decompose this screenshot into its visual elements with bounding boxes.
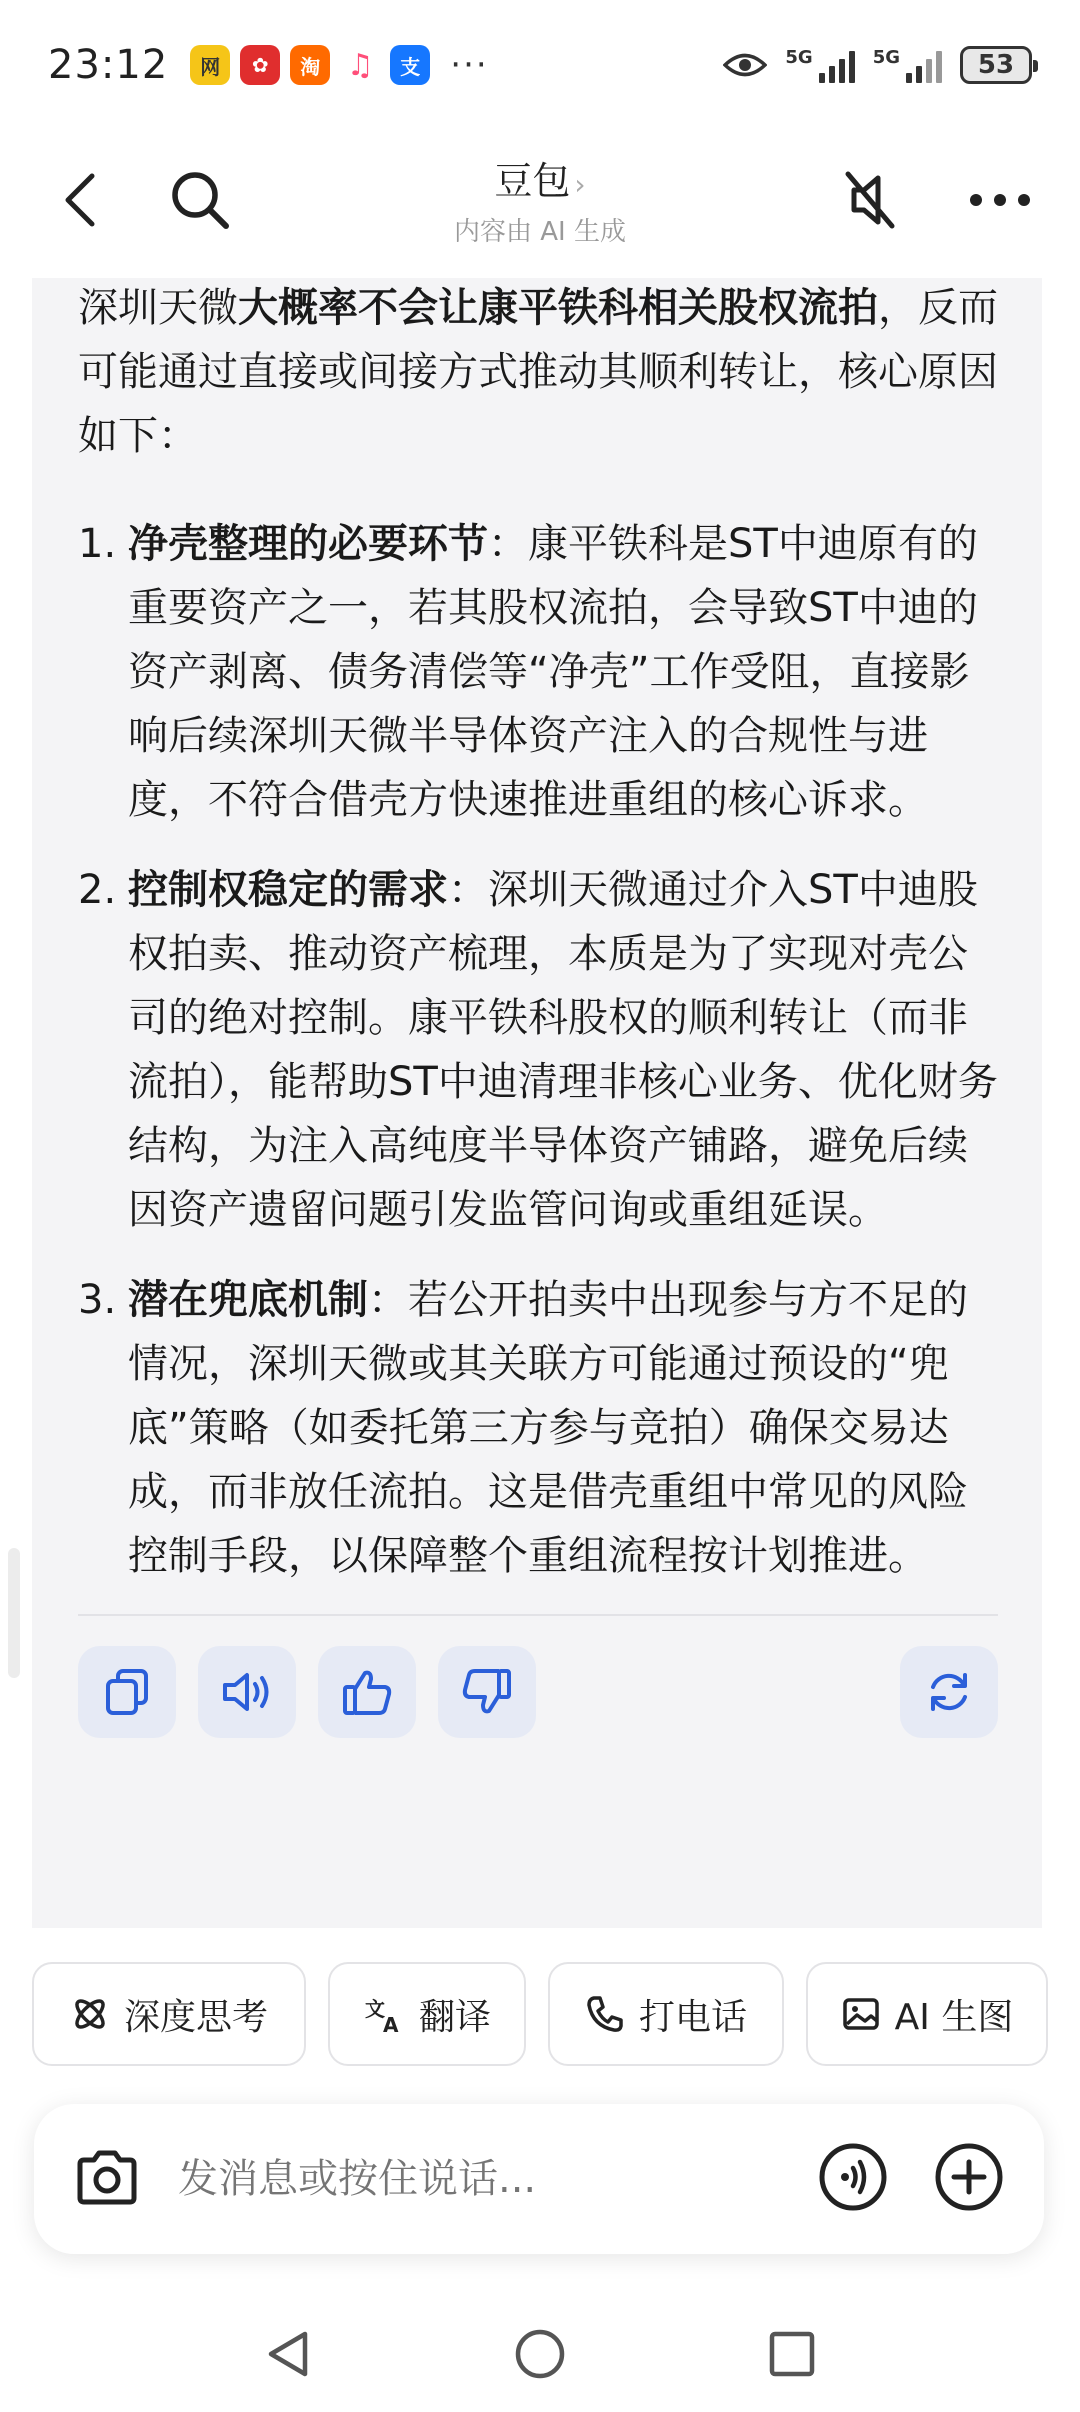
chat-header bbox=[0, 130, 1080, 270]
status-right bbox=[723, 46, 1032, 84]
like-button[interactable] bbox=[318, 1646, 416, 1738]
plus-circle-icon bbox=[934, 2142, 1004, 2212]
eye-icon bbox=[723, 50, 767, 80]
square-recents-icon bbox=[767, 2329, 817, 2379]
message-input-bar bbox=[34, 2104, 1044, 2254]
thumbs-up-icon bbox=[341, 1667, 393, 1717]
dislike-button[interactable] bbox=[438, 1646, 536, 1738]
ai-message-card bbox=[32, 278, 1042, 1928]
nav-back-button[interactable] bbox=[263, 2328, 313, 2384]
list-item: 2. 控制权稳定的需求：深圳天微通过介入ST中迪股权拍卖、推动资产梳理，本质是为了实现对壳公司的绝对控制。康平铁科股权的顺利转让（而非流拍），能帮助ST中迪清理非核心业务、优化财务结构，为注入高纯度半导体资产铺路，避免后续因资产遗留问题引发监管问询或重组延误。 bbox=[78, 867, 998, 1233]
nav-recents-button[interactable] bbox=[767, 2329, 817, 2383]
circle-home-icon bbox=[513, 2327, 567, 2381]
atom-icon bbox=[70, 1994, 110, 2034]
translate-icon bbox=[363, 1994, 405, 2034]
nav-home-button[interactable] bbox=[513, 2327, 567, 2385]
more-notifications-icon: ··· bbox=[450, 45, 489, 85]
list-item: 1. 净壳整理的必要环节：康平铁科是ST中迪原有的重要资产之一，若其股权流拍，会导致ST中迪的资产剥离、债务清偿等“净壳”工作受阻，直接影响后续深圳天微半导体资产注入的合规性与进度，不符合借壳方快速推进重组的核心诉求。 bbox=[78, 521, 978, 823]
reasons-list bbox=[78, 512, 998, 1588]
voice-call-button[interactable] bbox=[818, 2142, 888, 2216]
thumbs-down-icon bbox=[461, 1667, 513, 1717]
chip-call[interactable]: 打电话 bbox=[548, 1962, 784, 2066]
speaker-icon bbox=[219, 1667, 275, 1717]
status-time: 23:12 bbox=[48, 42, 169, 88]
signal-2-icon: 5G bbox=[873, 47, 942, 83]
status-bar bbox=[0, 0, 1080, 130]
battery-icon: 53 bbox=[960, 46, 1032, 84]
voice-wave-icon bbox=[818, 2142, 888, 2212]
message-content bbox=[32, 278, 1042, 1588]
status-app-icons bbox=[190, 45, 488, 85]
ai-generated-notice: 内容由 AI 生成 bbox=[454, 217, 626, 247]
read-aloud-button[interactable] bbox=[198, 1646, 296, 1738]
regenerate-button[interactable] bbox=[900, 1646, 998, 1738]
message-input[interactable] bbox=[176, 2155, 818, 2203]
app-2-icon: ✿ bbox=[240, 45, 280, 85]
triangle-back-icon bbox=[263, 2328, 313, 2380]
bot-name[interactable]: 豆包 › bbox=[494, 159, 586, 203]
camera-button[interactable] bbox=[74, 2148, 140, 2210]
chip-ai-image[interactable]: AI 生图 bbox=[806, 1962, 1048, 2066]
system-nav-bar bbox=[0, 2300, 1080, 2412]
chip-translate[interactable]: 文 A 翻译 bbox=[328, 1962, 526, 2066]
edge-swipe-handle[interactable] bbox=[8, 1548, 20, 1678]
app-1-icon: 网 bbox=[190, 45, 230, 85]
message-intro: 深圳天微大概率不会让康平铁科相关股权流拍，反而可能通过直接或间接方式推动其顺利转让，核心原因如下： bbox=[78, 285, 998, 459]
alipay-icon: 支 bbox=[390, 45, 430, 85]
input-actions bbox=[818, 2142, 1004, 2216]
list-item: 3. 潜在兜底机制：若公开拍卖中出现参与方不足的情况，深圳天微或其关联方可能通过预设的“兜底”策略（如委托第三方参与竞拍）确保交易达成，而非放任流拍。这是借壳重组中常见的风险控制手段，以保障整个重组流程按计划推进。 bbox=[78, 1277, 968, 1579]
shortcut-chips bbox=[32, 1962, 1048, 2066]
image-icon bbox=[841, 1994, 881, 2034]
signal-1-icon: 5G bbox=[785, 47, 854, 83]
svg-text:文: 文 bbox=[364, 1997, 385, 2021]
chevron-right-icon: › bbox=[574, 168, 586, 201]
copy-icon bbox=[104, 1667, 150, 1717]
message-actions bbox=[32, 1616, 1042, 1738]
add-attachment-button[interactable] bbox=[934, 2142, 1004, 2216]
camera-icon bbox=[74, 2148, 140, 2206]
chip-deep-think[interactable]: 深度思考 bbox=[32, 1962, 306, 2066]
svg-text:A: A bbox=[382, 2013, 399, 2034]
taobao-icon: 淘 bbox=[290, 45, 330, 85]
music-icon: ♫ bbox=[346, 47, 374, 83]
copy-button[interactable] bbox=[78, 1646, 176, 1738]
refresh-icon bbox=[924, 1667, 974, 1717]
phone-icon bbox=[585, 1994, 625, 2034]
